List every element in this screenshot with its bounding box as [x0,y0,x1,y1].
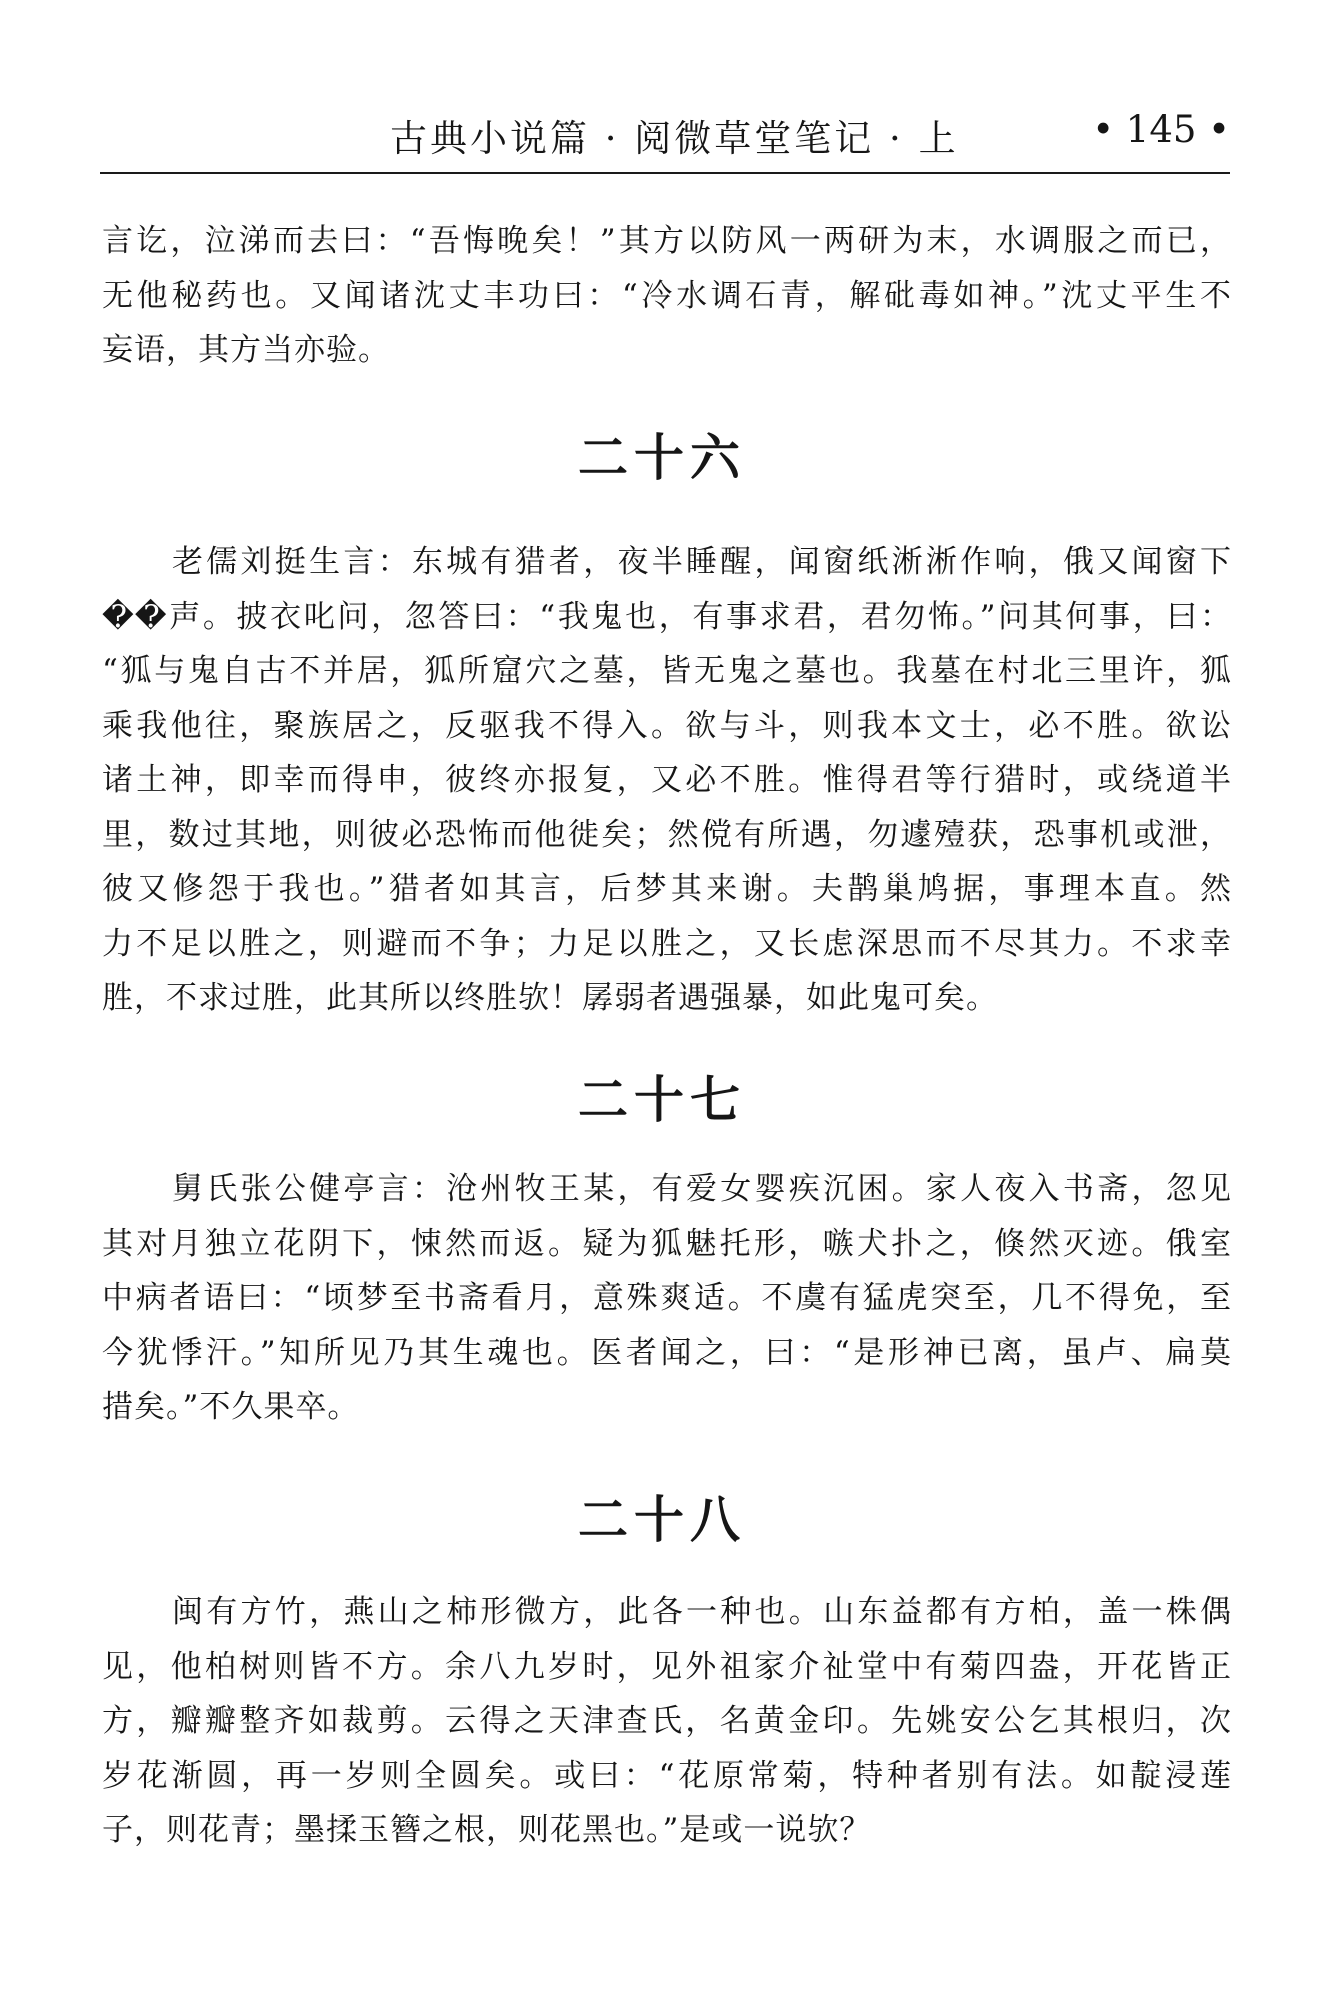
text-line: 见，他柏树则皆不方。余八九岁时，见外祖家介祉堂中有菊四盎，开花皆正 [102,1648,1232,1685]
text-line: 今犹悸汗。”知所见乃其生魂也。医者闻之，曰：“是形神已离，虽卢、扁莫 [102,1334,1232,1371]
text-line: 闽有方竹，燕山之柿形微方，此各一种也。山东益都有方柏，盖一株偶 [172,1594,1232,1630]
text-line: 舅氏张公健亭言：沧州牧王某，有爱女婴疾沉困。家人夜入书斋，忽见 [172,1171,1232,1207]
text-line: 其对月独立花阴下，悚然而返。疑为狐魅托形，嗾犬扑之，倏然灭迹。俄室 [102,1225,1232,1262]
text-line: 中病者语曰：“顷梦至书斋看月，意殊爽适。不虞有猛虎突至，几不得免，至 [102,1280,1232,1316]
text-line: 措矣。”不久果卒。 [102,1389,360,1425]
text-line: 诸土神，即幸而得申，彼终亦报复，又必不胜。惟得君等行猎时，或绕道半 [102,762,1232,798]
continuation-paragraph [102,214,1232,378]
running-header [100,108,1230,168]
section-title-26: 二十六 [578,429,746,487]
page-number: • 145 • [1092,108,1230,151]
section-title-27: 二十七 [578,1071,746,1129]
text-line: 力不足以胜之，则避而不争；力足以胜之，又长虑深思而不尽其力。不求幸 [102,925,1232,962]
text-line: ��声。披衣叱问，忽答曰：“我鬼也，有事求君，君勿怖。”问其何事，曰： [102,598,1232,635]
text-line: 无他秘药也。又闻诸沈丈丰功曰：“冷水调石青，解砒毒如神。”沈丈平生不 [102,277,1232,314]
text-line: 岁花渐圆，再一岁则全圆矣。或曰：“花原常菊，特种者别有法。如靛浸莲 [102,1757,1232,1794]
section-27-paragraph [102,1162,1232,1435]
text-line: 胜，不求过胜，此其所以终胜欤！孱弱者遇强暴，如此鬼可矣。 [102,980,998,1016]
text-line: 老儒刘挺生言：东城有猎者，夜半睡醒，闻窗纸淅淅作响，俄又闻窗下 [172,544,1232,580]
header-rule [100,172,1230,174]
section-title-28: 二十八 [578,1491,746,1549]
text-line: 方，瓣瓣整齐如裁剪。云得之天津查氏，名黄金印。先姚安公乞其根归，次 [102,1703,1232,1739]
text-line: 妄语，其方当亦验。 [102,332,390,368]
text-line: 言讫，泣涕而去曰：“吾悔晚矣！”其方以防风一两研为末，水调服之而已， [102,223,1232,259]
text-line: “狐与鬼自古不并居，狐所窟穴之墓，皆无鬼之墓也。我墓在村北三里许，狐 [102,653,1232,689]
text-line: 子，则花青；墨揉玉簪之根，则花黑也。”是或一说欤？ [102,1812,872,1848]
section-26-paragraph [102,535,1232,1026]
text-line: 乘我他往，聚族居之，反驱我不得入。欲与斗，则我本文士，必不胜。欲讼 [102,707,1232,744]
header-title: 古典小说篇 · 阅微草堂笔记 · 上 [390,117,959,160]
text-line: 里，数过其地，则彼必恐怖而他徙矣；然傥有所遇，勿遽殪获，恐事机或泄， [102,816,1232,853]
text-line: 彼又修怨于我也。”猎者如其言，后梦其来谢。夫鹊巢鸠据，事理本直。然 [102,871,1232,907]
section-28-paragraph [102,1585,1232,1858]
